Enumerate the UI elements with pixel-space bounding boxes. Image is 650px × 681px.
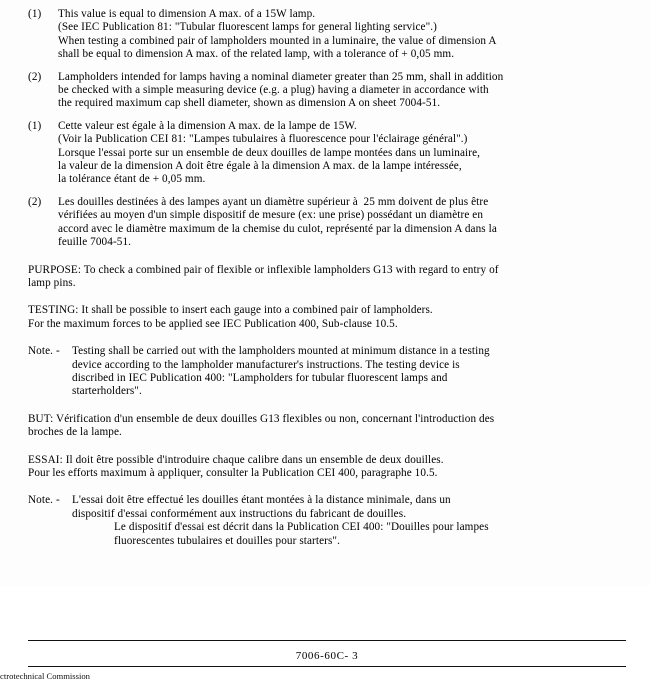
paragraph-line: Les douilles destinées à des lampes ayant un diamètre supérieur à 25 mm doivent de plus être	[58, 195, 489, 208]
paragraph-line: For the maximum forces to be applied see IEC Publication 400, Sub-clause 10.5.	[28, 317, 398, 330]
paragraph-number: (2)	[28, 70, 42, 83]
footer-organization-text: ctrotechnical Commission	[0, 671, 90, 681]
paragraph-number: (1)	[28, 8, 42, 20]
paragraph-line: la tolérance étant de + 0,05 mm.	[58, 173, 206, 186]
numbered-paragraph	[28, 196, 626, 250]
note-label: Note. -	[28, 345, 60, 358]
paragraph-line: When testing a combined pair of lampholders mounted in a luminaire, the value of dimension A	[58, 34, 497, 47]
note-label: Note. -	[28, 494, 60, 507]
document-body	[0, 8, 626, 681]
paragraph-line: Lampholders intended for lamps having a nominal diameter greater than 25 mm, shall in addition	[58, 70, 504, 83]
paragraph-line: be checked with a simple measuring device (e.g. a plug) having a diameter in accordance with	[58, 84, 489, 97]
but-paragraph	[28, 413, 626, 440]
footer-divider-bottom	[28, 666, 626, 667]
footer-divider-top	[28, 640, 626, 641]
paragraph-line: discribed in IEC Publication 400: "Lampholders for tubular fluorescent lamps and	[72, 371, 448, 384]
paragraph-line: lamp pins.	[28, 276, 76, 289]
paragraph-number: (1)	[28, 119, 42, 132]
paragraph-line: TESTING: It shall be possible to insert each gauge into a combined pair of lampholders.	[28, 304, 433, 317]
paragraph-line: PURPOSE: To check a combined pair of flexible or inflexible lampholders G13 with regard to entry of	[28, 263, 499, 276]
numbered-paragraph	[28, 71, 626, 111]
paragraph-line: broches de la lampe.	[28, 426, 122, 439]
paragraph-line: starterholders".	[72, 385, 142, 398]
paragraph-line: ESSAI: Il doit être possible d'introduire chaque calibre dans un ensemble de deux douilles.	[28, 453, 444, 466]
paragraph-line: device according to the lampholder manufacturer's instructions. The testing device is	[72, 358, 460, 371]
paragraph-line: accord avec le diamètre maximum de la chemise du culot, représenté par la dimension A dans la	[58, 222, 497, 235]
paragraph-line: the required maximum cap shell diameter, shown as dimension A on sheet 7004-51.	[58, 97, 441, 110]
purpose-paragraph	[28, 264, 626, 291]
essai-paragraph	[28, 454, 626, 481]
paragraph-line: This value is equal to dimension A max. of a 15W lamp.	[58, 8, 316, 20]
paragraph-line: vérifiées au moyen d'un simple dispositif de mesure (ex: une prise) possédant un diamètre en	[58, 209, 484, 222]
paragraph-line: L'essai doit être effectué les douilles étant montées à la distance minimale, dans un	[72, 494, 451, 507]
paragraph-line: Le dispositif d'essai est décrit dans la Publication CEI 400: "Douilles pour lampes	[114, 521, 489, 534]
paragraph-line: shall be equal to dimension A max. of the related lamp, with a tolerance of + 0,05 mm.	[58, 48, 455, 61]
paragraph-line: BUT: Vérification d'un ensemble de deux douilles G13 flexibles ou non, concernant l'introduction des	[28, 412, 495, 425]
paragraph-line: Lorsque l'essai porte sur un ensemble de deux douilles de lampe montées dans un luminaire,	[58, 146, 481, 159]
paragraph-line: Testing shall be carried out with the lampholders mounted at minimum distance in a testing	[72, 345, 490, 358]
sheet-number: 7006-60C- 3	[295, 650, 359, 662]
testing-paragraph	[28, 304, 626, 331]
note-paragraph-en	[28, 345, 626, 399]
paragraph-line: la valeur de la dimension A doit être égale à la dimension A max. de la lampe intéressée,	[58, 160, 462, 173]
paragraph-line: (Voir la Publication CEI 81: "Lampes tubulaires à fluorescence pour l'éclairage général".)	[58, 133, 468, 146]
paragraph-line: dispositif d'essai conformément aux instructions du fabricant de douilles.	[72, 507, 407, 520]
paragraph-line: fluorescentes tubulaires et douilles pour starters".	[114, 534, 340, 547]
numbered-paragraph	[28, 120, 626, 187]
note-paragraph-fr	[28, 494, 626, 548]
paragraph-line: Pour les efforts maximum à appliquer, consulter la Publication CEI 400, paragraphe 10.5.	[28, 466, 438, 479]
paragraph-line: (See IEC Publication 81: "Tubular fluorescent lamps for general lighting service".)	[58, 21, 437, 34]
paragraph-line: Cette valeur est égale à la dimension A max. de la lampe de 15W.	[58, 119, 357, 132]
paragraph-number: (2)	[28, 195, 42, 208]
paragraph-line: feuille 7004-51.	[58, 236, 132, 249]
numbered-paragraph	[28, 8, 626, 62]
